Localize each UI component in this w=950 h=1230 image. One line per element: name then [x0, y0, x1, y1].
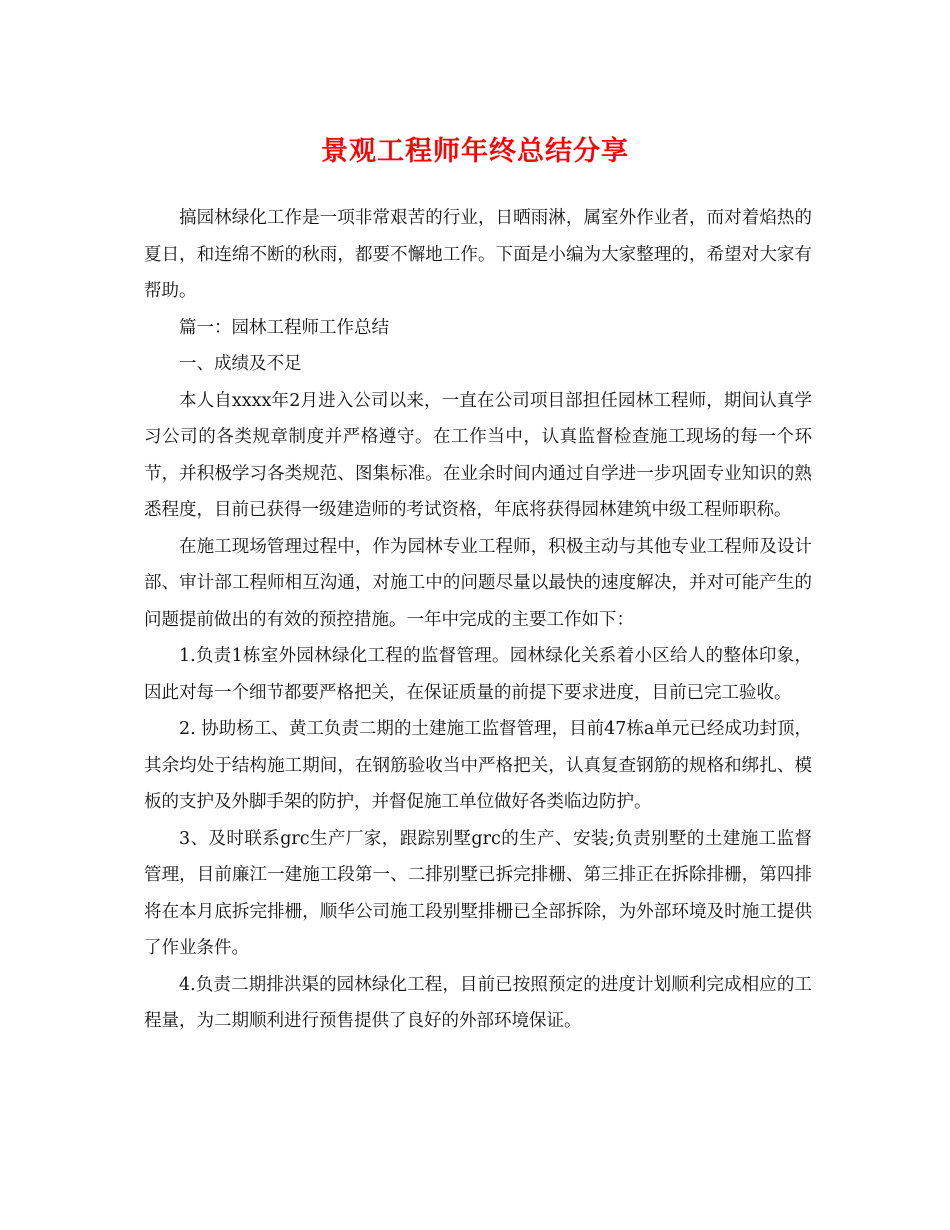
work-item-4: 4.负责二期排洪渠的园林绿化工程，目前已按照预定的进度计划顺利完成相应的工程量，为二期顺利进行预售提供了良好的外部环境保证。: [144, 974, 812, 1031]
subsection-heading-achievements: 一、成绩及不足: [179, 354, 302, 374]
document-title: 景观工程师年终总结分享: [321, 136, 629, 167]
work-item-2: 2. 协助杨工、黄工负责二期的土建施工监督管理，目前47栋a单元已经成功封顶，其余均处于结构施工期间，在钢筋验收当中严格把关，认真复查钢筋的规格和绑扎、模板的支护及外脚手架的防护，并督促施工单位做好各类临边防护。: [144, 719, 812, 812]
section-heading-part-one: 篇一：园林工程师工作总结: [179, 317, 389, 338]
body-paragraph: 本人自xxxx年2月进入公司以来，一直在公司项目部担任园林工程师，期间认真学习公司的各类规章制度并严格遵守。在工作当中，认真监督检查施工现场的每一个环节，并积极学习各类规范、图集标准。在业余时间内通过自学进一步巩固专业知识的熟悉程度，目前已获得一级建造师的考试资格，年底将获得园林建筑中级工程师职称。: [144, 390, 812, 520]
work-item-1: 1.负责1栋室外园林绿化工程的监督管理。园林绿化关系着小区给人的整体印象，因此对每一个细节都要严格把关，在保证质量的前提下要求进度，目前已完工验收。: [144, 646, 812, 703]
work-item-3: 3、及时联系grc生产厂家，跟踪别墅grc的生产、安装;负责别墅的土建施工监督管理，目前廉江一建施工段第一、二排别墅已拆完排栅、第三排正在拆除排栅，第四排将在本月底拆完排栅，顺华公司施工段别墅排栅已全部拆除，为外部环境及时施工提供了作业条件。: [144, 828, 812, 958]
document-body: [144, 200, 812, 1040]
intro-paragraph: 搞园林绿化工作是一项非常艰苦的行业，日晒雨淋，属室外作业者，而对着焰热的夏日，和连绵不断的秋雨，都要不懈地工作。下面是小编为大家整理的，希望对大家有帮助。: [144, 208, 812, 301]
body-paragraph: 在施工现场管理过程中，作为园林专业工程师，积极主动与其他专业工程师及设计部、审计部工程师相互沟通，对施工中的问题尽量以最快的速度解决，并对可能产生的问题提前做出的有效的预控措施。一年中完成的主要工作如下：: [144, 536, 812, 630]
